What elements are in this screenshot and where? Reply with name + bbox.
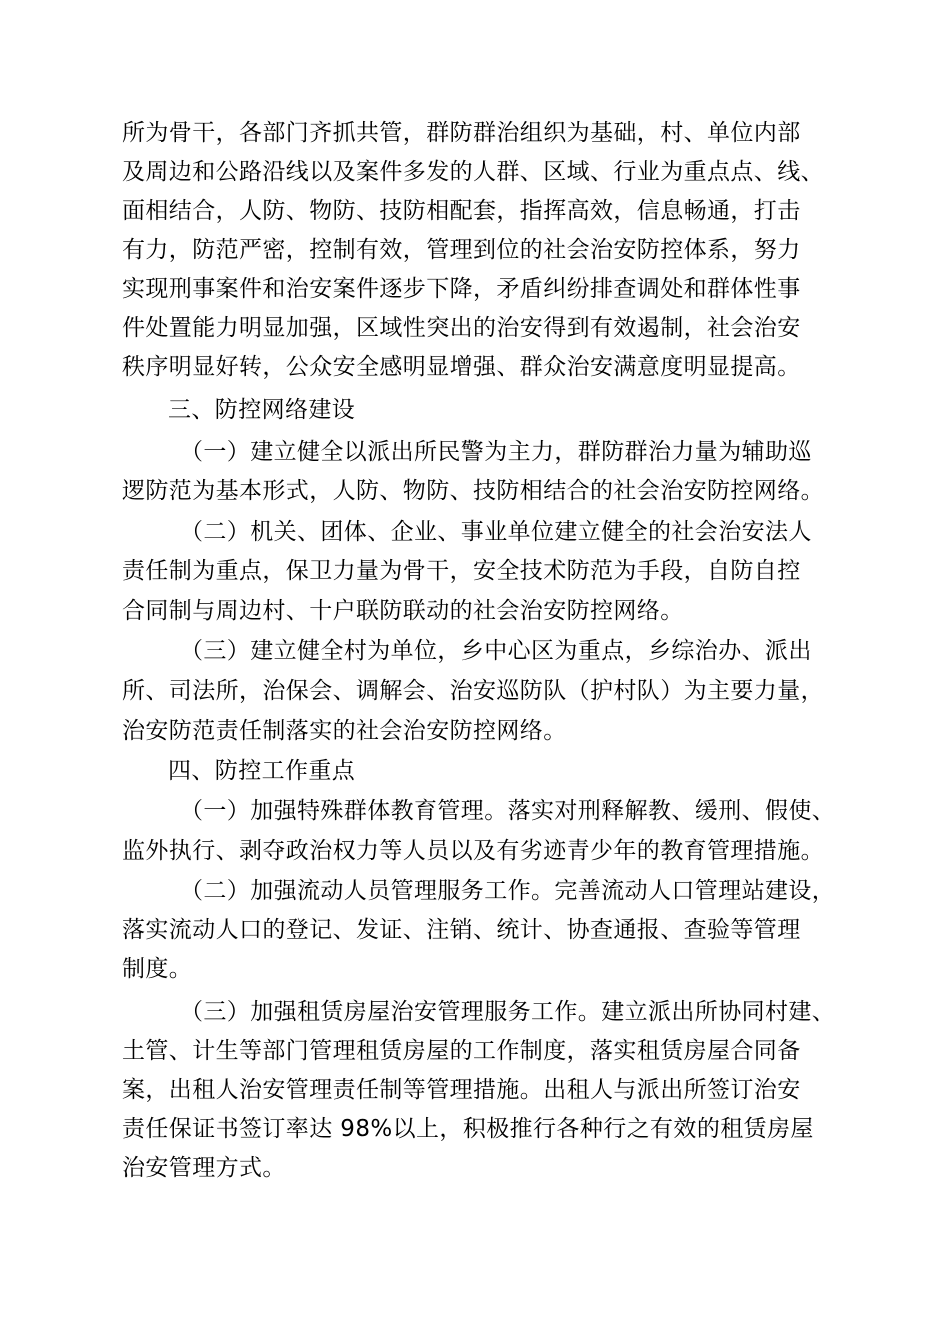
text-line: （三）加强租赁房屋治安管理服务工作。建立派出所协同村建、 (180, 999, 836, 1025)
text-line: 案，出租人治安管理责任制等管理措施。出租人与派出所签订治安 (122, 1077, 801, 1103)
text-line: 面相结合，人防、物防、技防相配套，指挥高效，信息畅通，打击 (122, 198, 801, 224)
text-line: （三）建立健全村为单位，乡中心区为重点，乡综治办、派出 (180, 638, 812, 664)
text-line: 逻防范为基本形式，人防、物防、技防相结合的社会治安防控网络。 (122, 478, 824, 504)
text-line: （二）加强流动人员管理服务工作。完善流动人口管理站建设， (180, 878, 836, 904)
section-heading: 四、防控工作重点 (168, 758, 356, 784)
text-line: （二）机关、团体、企业、事业单位建立健全的社会治安法人 (180, 519, 812, 545)
text-line: 监外执行、剥夺政治权力等人员以及有劣迹青少年的教育管理措施。 (122, 838, 824, 864)
text-line: 秩序明显好转，公众安全感明显增强、群众治安满意度明显提高。 (122, 354, 801, 380)
text-line: 所、司法所，治保会、调解会、治安巡防队（护村队）为主要力量， (122, 678, 824, 704)
text-line: 土管、计生等部门管理租赁房屋的工作制度，落实租赁房屋合同备 (122, 1038, 801, 1064)
text-line: 责任制为重点，保卫力量为骨干，安全技术防范为手段，自防自控 (122, 558, 801, 584)
text-line: 制度。 (122, 956, 193, 982)
text-line: 治安管理方式。 (122, 1155, 286, 1181)
text-line: （一）加强特殊群体教育管理。落实对刑释解教、缓刑、假使、 (180, 798, 836, 824)
text-line: 合同制与周边村、十户联防联动的社会治安防控网络。 (122, 598, 684, 624)
text-line: 所为骨干，各部门齐抓共管，群防群治组织为基础，村、单位内部 (122, 120, 801, 146)
section-heading: 三、防控网络建设 (168, 397, 356, 423)
text-line: 实现刑事案件和治安案件逐步下降，矛盾纠纷排查调处和群体性事 (122, 276, 801, 302)
text-line: 件处置能力明显加强，区域性突出的治安得到有效遏制，社会治安 (122, 315, 801, 341)
text-line: 有力，防范严密，控制有效，管理到位的社会治安防控体系，努力 (122, 237, 801, 263)
text-line: 责任保证书签订率达 98%以上，积极推行各种行之有效的租赁房屋 (122, 1116, 814, 1142)
text-line: 落实流动人口的登记、发证、注销、统计、协查通报、查验等管理 (122, 917, 801, 943)
text-line: 治安防范责任制落实的社会治安防控网络。 (122, 718, 567, 744)
text-line: 及周边和公路沿线以及案件多发的人群、区域、行业为重点点、线、 (122, 159, 824, 185)
text-line: （一）建立健全以派出所民警为主力，群防群治力量为辅助巡 (180, 439, 812, 465)
